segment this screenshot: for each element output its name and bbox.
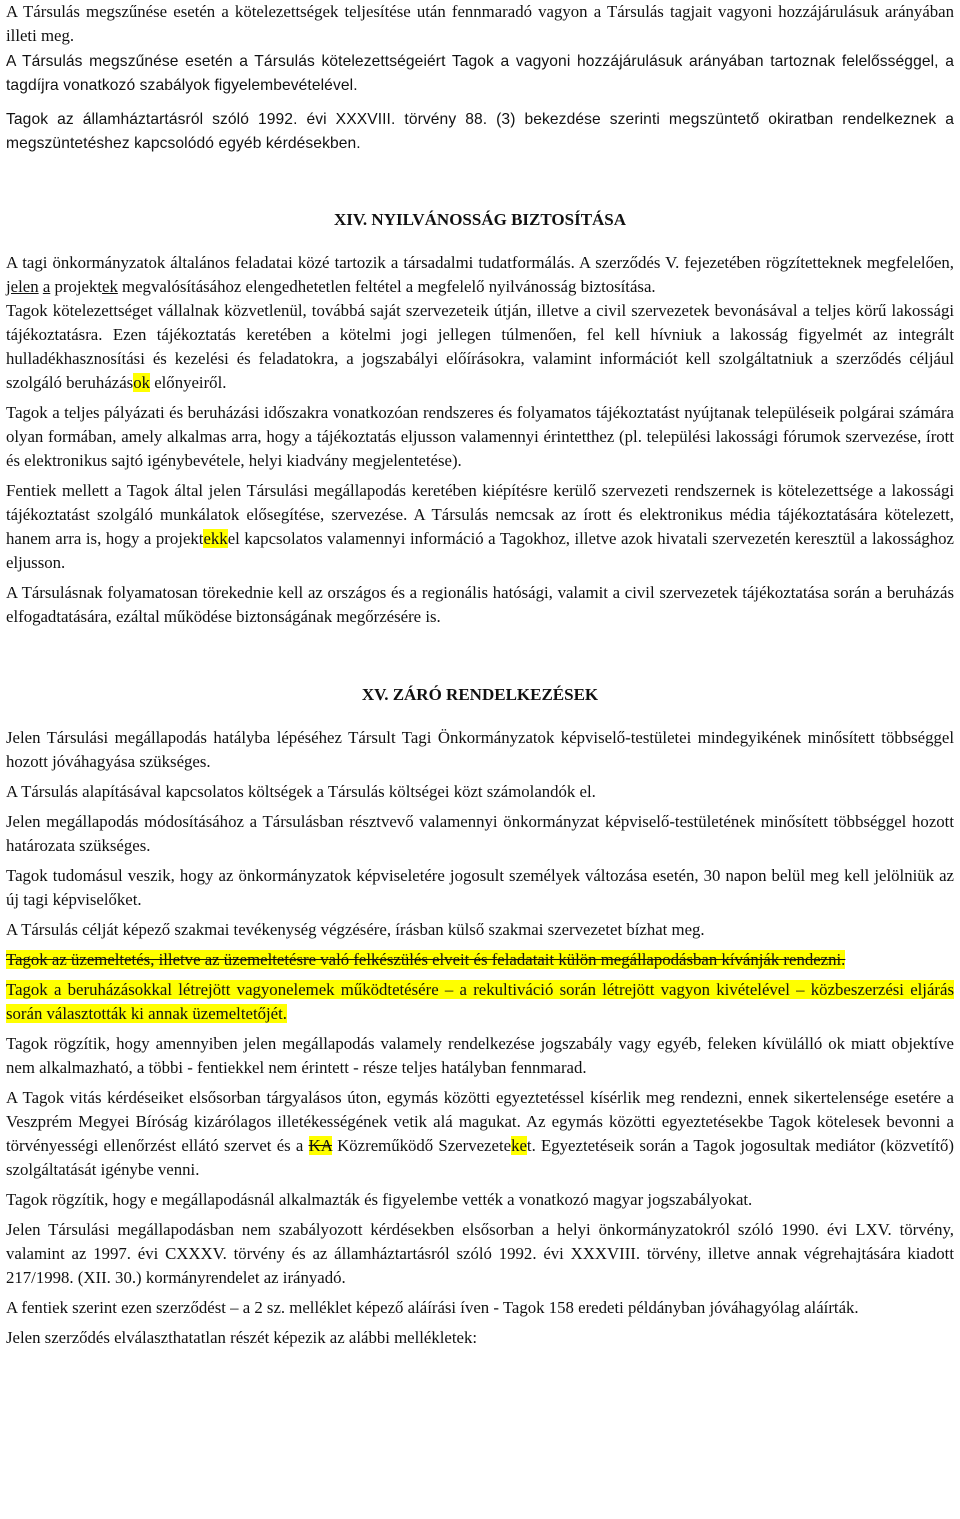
paragraph <box>6 251 954 299</box>
underlined-word: a <box>42 277 51 296</box>
struck-word: jelen <box>6 277 39 296</box>
paragraph: Tagok rögzítik, hogy e megállapodásnál alkalmazták és figyelembe vették a vonatkozó magyar jogszabályokat. <box>6 1190 753 1209</box>
paragraph: Tagok tudomásul veszik, hogy az önkormányzatok képviseletére jogosult személyek változása esetén, 30 napon belül meg kell jelölniük az új tagi képviselőket. <box>6 866 954 909</box>
paragraph: A Társulásnak folyamatosan törekednie kell az országos és a regionális hatósági, valamit a civil szervezetek tájékoztatása során a beruházás elfogadtatására, ezáltal működése biztonságának megőrzésére is. <box>6 583 954 626</box>
text-run: projekt <box>50 277 103 296</box>
paragraph <box>6 299 954 395</box>
paragraph <box>6 978 954 1026</box>
text-run: t. Egyeztetéseik során a Tagok jogosultak mediátor (közvetítő) szolgáltatását igénybe venni. <box>6 1136 955 1179</box>
struck-highlighted-text: KA <box>308 1136 332 1155</box>
paragraph: A Társulás megszűnése esetén a kötelezettségek teljesítése után fennmaradó vagyon a Társulás tagjait vagyoni hozzájárulásuk arányában illeti meg. <box>6 2 954 45</box>
section-heading-xv: XV. ZÁRÓ RENDELKEZÉSEK <box>361 685 599 704</box>
paragraph: Tagok az államháztartásról szóló 1992. évi XXXVIII. törvény 88. (3) bekezdése szerinti megszüntető okiratban rendelkeznek a megszüntetéshez kapcsolódó egyéb kérdésekben. <box>6 111 954 152</box>
highlighted-text: ekk <box>203 529 228 548</box>
paragraph: A Társulás célját képező szakmai tevékenység végzésére, írásban külső szakmai szervezetet bízhat meg. <box>6 920 705 939</box>
text-run: el kapcsolatos valamennyi információ a Tagokhoz, illetve azok hivatali szervezetén keresztül a lakossághoz eljusson. <box>6 529 954 572</box>
text-run: Közreműködő Szervezete <box>331 1136 512 1155</box>
paragraph: Tagok rögzítik, hogy amennyiben jelen megállapodás valamely rendelkezése jogszabály vagy egyéb, feleken kívülálló ok miatt objektíve nem alkalmazható, a többi - fentiekkel nem érintett - része teljes hatályban fennmarad. <box>6 1034 954 1077</box>
paragraph <box>6 479 954 575</box>
text-run: Tagok kötelezettséget vállalnak közvetlenül, továbbá saját szervezeteik útján, illetve a civil szervezetek bevonásával a teljes körű lakossági tájékoztatásra. Ezen tájékoztatás keretében a kötelmi jogi jellegen túlmenően, fel kell hívniuk a lakosság figyelmét az integrált hulladékhasznosítási és kezelési és feladatokra, a jogszabályi előírásokra, valamint információt kell szolgáltatniuk a szerződés céljául szolgáló beruházás <box>6 301 954 392</box>
highlighted-text: ok <box>133 373 150 392</box>
paragraph: Jelen megállapodás módosításához a Társulásban résztvevő valamennyi önkormányzat képviselő-testületének minősített többséggel hozott határozata szükséges. <box>6 812 954 855</box>
section-heading-xiv: XIV. NYILVÁNOSSÁG BIZTOSÍTÁSA <box>333 210 627 229</box>
document-page <box>6 0 954 1350</box>
paragraph: Jelen Társulási megállapodás hatályba lépéséhez Társult Tagi Önkormányzatok képviselő-testületei mindegyikének minősített többséggel hozott jóváhagyása szükséges. <box>6 728 954 771</box>
paragraph: Tagok a teljes pályázati és beruházási időszakra vonatkozóan rendszeres és folyamatos tájékoztatást nyújtanak településeik polgárai számára olyan formában, amely alkalmas arra, hogy a tájékoztatás eljusson valamennyi érintetthez (pl. települési lakossági fórumok szervezése, írott és elektronikus sajtó igénybevétele, helyi kiadvány megjelentetése). <box>6 403 954 470</box>
highlighted-text: ke <box>511 1136 527 1155</box>
paragraph: A Társulás alapításával kapcsolatos költségek a Társulás költségei közt számolandók el. <box>6 782 596 801</box>
paragraph: Jelen Társulási megállapodásban nem szabályozott kérdésekben elsősorban a helyi önkormányzatokról szóló 1990. évi LXV. törvény, valamint az 1997. évi CXXXV. törvény és az államháztartásról szóló 1992. évi XXXVIII. törvény, illetve annak végrehajtására kiadott 217/1998. (XII. 30.) kormányrendelet az irányadó. <box>6 1220 954 1287</box>
text-run: A tagi önkormányzatok általános feladatai közé tartozik a társadalmi tudatformálás. A szerződés V. fejezetében rögzítetteknek megfelelően, <box>6 253 954 272</box>
paragraph <box>6 1086 954 1182</box>
text-run: megvalósításához elengedhetetlen feltétel a megfelelő nyilvánosság biztosítása. <box>117 277 656 296</box>
paragraph: A Társulás megszűnése esetén a Társulás kötelezettségeiért Tagok a vagyoni hozzájárulásuk arányában tartoznak felelősséggel, a tagdíjra vonatkozó szabályok figyelembevételével. <box>6 53 954 94</box>
paragraph <box>6 948 954 972</box>
highlighted-text: Tagok a beruházásokkal létrejött vagyonelemek működtetésére – a rekultiváció során létrejött vagyon kivételével – közbeszerzési eljárás során választották ki annak üzemeltetőjét. <box>6 980 954 1023</box>
underlined-suffix: ek <box>102 277 118 296</box>
struck-highlighted-text: Tagok az üzemeltetés, illetve az üzemeltetésre való felkészülés elveit és feladatait külön megállapodásban kívánják rendezni. <box>6 950 846 969</box>
text-run: előnyeiről. <box>150 373 227 392</box>
text-run: Fentiek mellett a Tagok által jelen Társulási megállapodás keretében kiépítésre kerülő szervezeti rendszernek is kötelezettsége a lakossági tájékoztatást szolgáló munkálatok elősegítése, szervezése. A Társulás nemcsak az írott és elektronikus média tájékoztatására kötelezett, hanem arra is, hogy a projekt <box>6 481 954 548</box>
paragraph: A fentiek szerint ezen szerződést – a 2 sz. melléklet képező aláírási íven - Tagok 158 eredeti példányban jóváhagyólag aláírták. <box>6 1298 859 1317</box>
text-run: A Tagok vitás kérdéseiket elsősorban tárgyalásos úton, egymás közötti egyeztetéssel kísérlik meg rendezni, ennek sikertelensége esetére a Veszprém Megyei Bíróság kizárólagos illetékességének vetik alá magukat. Az egymás közötti egyeztetésekbe Tagok kötelesek bevonni a törvényességi ellenőrzést ellátó szervet és a <box>6 1088 954 1155</box>
paragraph: Jelen szerződés elválaszthatatlan részét képezik az alábbi mellékletek: <box>6 1328 478 1347</box>
